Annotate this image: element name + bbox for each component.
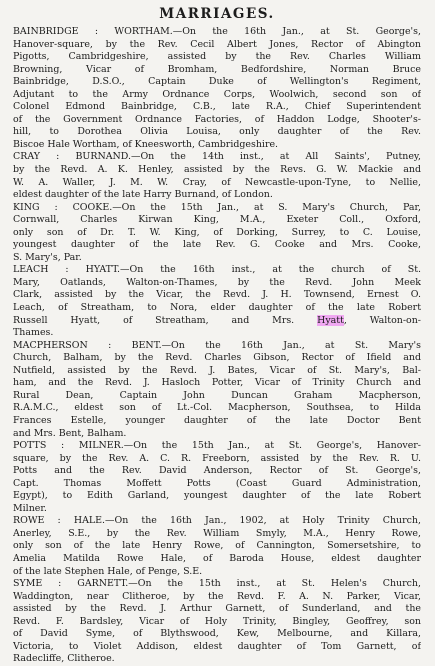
notice-line: square, by the Rev. A. C. R. Freeborn, assisted by the Rev. R. U.	[13, 452, 421, 464]
notice-line: Russell Hyatt, of Streatham, and Mrs. Hyatt, Walton-on-	[13, 314, 421, 326]
marriage-notice	[13, 440, 421, 515]
notice-line: Milner.	[13, 502, 47, 514]
notice-line: Browning, Vicar of Bromham, Bedfordshire, Norman Bruce	[13, 63, 421, 75]
notice-line: and Mrs. Bent, Balham.	[13, 427, 127, 439]
notice-line: youngest daughter of the late Rev. G. Cooke and Mrs. Cooke,	[13, 239, 421, 251]
marriage-notice	[13, 151, 421, 201]
notice-line: Potts and the Rev. David Anderson, Rector of St. George's,	[13, 465, 421, 477]
search-highlight: Hyatt	[317, 314, 344, 326]
notice-line: Capt. Thomas Moffett Potts (Coast Guard Administration,	[13, 477, 421, 489]
notice-line: of the Government Ordnance Factories, of Haddon Lodge, Shooter's-	[13, 113, 421, 125]
notice-line: Victoria, to Violet Addison, eldest daughter of Tom Garnett, of	[13, 640, 421, 652]
notice-line: Thames.	[13, 327, 54, 339]
notice-line: Clark, assisted by the Vicar, the Revd. J. H. Townsend, Ernest O.	[13, 289, 421, 301]
notice-line: Pigotts, Cambridgeshire, assisted by the Rev. Charles William	[13, 51, 421, 63]
marriage-notice	[13, 202, 421, 265]
notice-line: Church, Balham, by the Revd. Charles Gibson, Rector of Ifield and	[13, 352, 421, 364]
notice-line: Amelia Matilda Rowe Hale, of Baroda House, eldest daughter	[13, 552, 421, 564]
section-heading: MARRIAGES.	[159, 6, 275, 22]
notice-line: hill, to Dorothea Olivia Louisa, only daughter of the Rev.	[13, 126, 421, 138]
notice-line: by the Revd. A. K. Henley, assisted by the Revs. G. W. Mackie and	[13, 164, 421, 176]
notice-line: Cornwall, Charles Kirwan King, M.A., Exeter Coll., Oxford,	[13, 214, 421, 226]
notice-line: of the late Stephen Hale, of Penge, S.E.	[13, 565, 203, 577]
notice-line: ham, and the Revd. J. Hasloch Potter, Vicar of Trinity Church and	[13, 377, 421, 389]
notice-line: Biscoe Hale Wortham, of Kneesworth, Cambridgeshire.	[13, 138, 279, 150]
notice-line: Bainbridge, D.S.O., Captain Duke of Wellington's Regiment,	[13, 76, 421, 88]
notice-line: Colonel Edmond Bainbridge, C.B., late R.A., Chief Superintendent	[13, 101, 421, 113]
notice-line: Hanover-square, by the Rev. Cecil Albert Jones, Rector of Abington	[13, 38, 421, 50]
notice-line: W. A. Waller, J. M. W. Cray, of Newcastle-upon-Tyne, to Nellie,	[13, 176, 421, 188]
marriage-notice	[13, 26, 421, 151]
notice-line: POTTS : MILNER.—On the 15th Jan., at St. George's, Hanover-	[13, 440, 421, 452]
marriage-notice	[13, 578, 421, 666]
notice-line: Frances Estelle, younger daughter of the late Doctor Bent	[13, 414, 421, 426]
notice-line: KING : COOKE.—On the 15th Jan., at S. Mary's Church, Par,	[13, 201, 421, 213]
notice-line: Adjutant to the Army Ordnance Corps, Woolwich, second son of	[13, 88, 421, 100]
marriage-notice	[13, 340, 421, 440]
notice-line: Nutfield, assisted by the Revd. J. Bates, Vicar of St. Mary's, Bal-	[13, 364, 421, 376]
notices-list	[13, 26, 421, 666]
notice-line: LEACH : HYATT.—On the 16th inst., at the church of St.	[13, 264, 421, 276]
notice-line: Leach, of Streatham, to Nora, elder daughter of the late Robert	[13, 302, 421, 314]
notice-line: only son of Dr. T. W. King, of Dorking, Surrey, to C. Louise,	[13, 226, 421, 238]
notice-line: of David Syme, of Blythswood, Kew, Melbourne, and Killara,	[13, 628, 421, 640]
notice-line: ROWE : HALE.—On the 16th Jan., 1902, at Holy Trinity Church,	[13, 515, 421, 527]
notice-line: assisted by the Revd. J. Arthur Garnett, of Sunderland, and the	[13, 603, 421, 615]
notice-line: CRAY : BURNAND.—On the 14th inst., at All Saints', Putney,	[13, 151, 421, 163]
notice-line: Rural Dean, Captain John Duncan Graham Macpherson,	[13, 389, 421, 401]
notice-line: R.A.M.C., eldest son of Lt.-Col. Macpherson, Southsea, to Hilda	[13, 402, 421, 414]
notice-line: Anerley, S.E., by the Rev. William Smyly, M.A., Henry Rowe,	[13, 527, 421, 539]
notice-line: S. Mary's, Par.	[13, 251, 82, 263]
marriage-notice	[13, 515, 421, 578]
notice-line: SYME : GARNETT.—On the 15th inst., at St. Helen's Church,	[13, 578, 421, 590]
notice-line: only son of the late Henry Rowe, of Cannington, Somersetshire, to	[13, 540, 421, 552]
marriage-notice	[13, 264, 421, 339]
notice-line: BAINBRIDGE : WORTHAM.—On the 16th Jan., at St. George's,	[13, 26, 421, 37]
notice-line: Revd. F. Bardsley, Vicar of Holy Trinity, Bingley, Geoffrey, son	[13, 615, 421, 627]
notice-line: Waddington, near Clitheroe, by the Revd. F. A. N. Parker, Vicar,	[13, 590, 421, 602]
notice-line: Mary, Oatlands, Walton-on-Thames, by the Revd. John Meek	[13, 276, 421, 288]
notice-line: Egypt), to Edith Garland, youngest daughter of the late Robert	[13, 490, 421, 502]
notice-line: Radecliffe, Clitheroe.	[13, 653, 115, 665]
notice-line: MACPHERSON : BENT.—On the 16th Jan., at St. Mary's	[13, 339, 421, 351]
notice-line: eldest daughter of the late Harry Burnand, of London.	[13, 189, 273, 201]
